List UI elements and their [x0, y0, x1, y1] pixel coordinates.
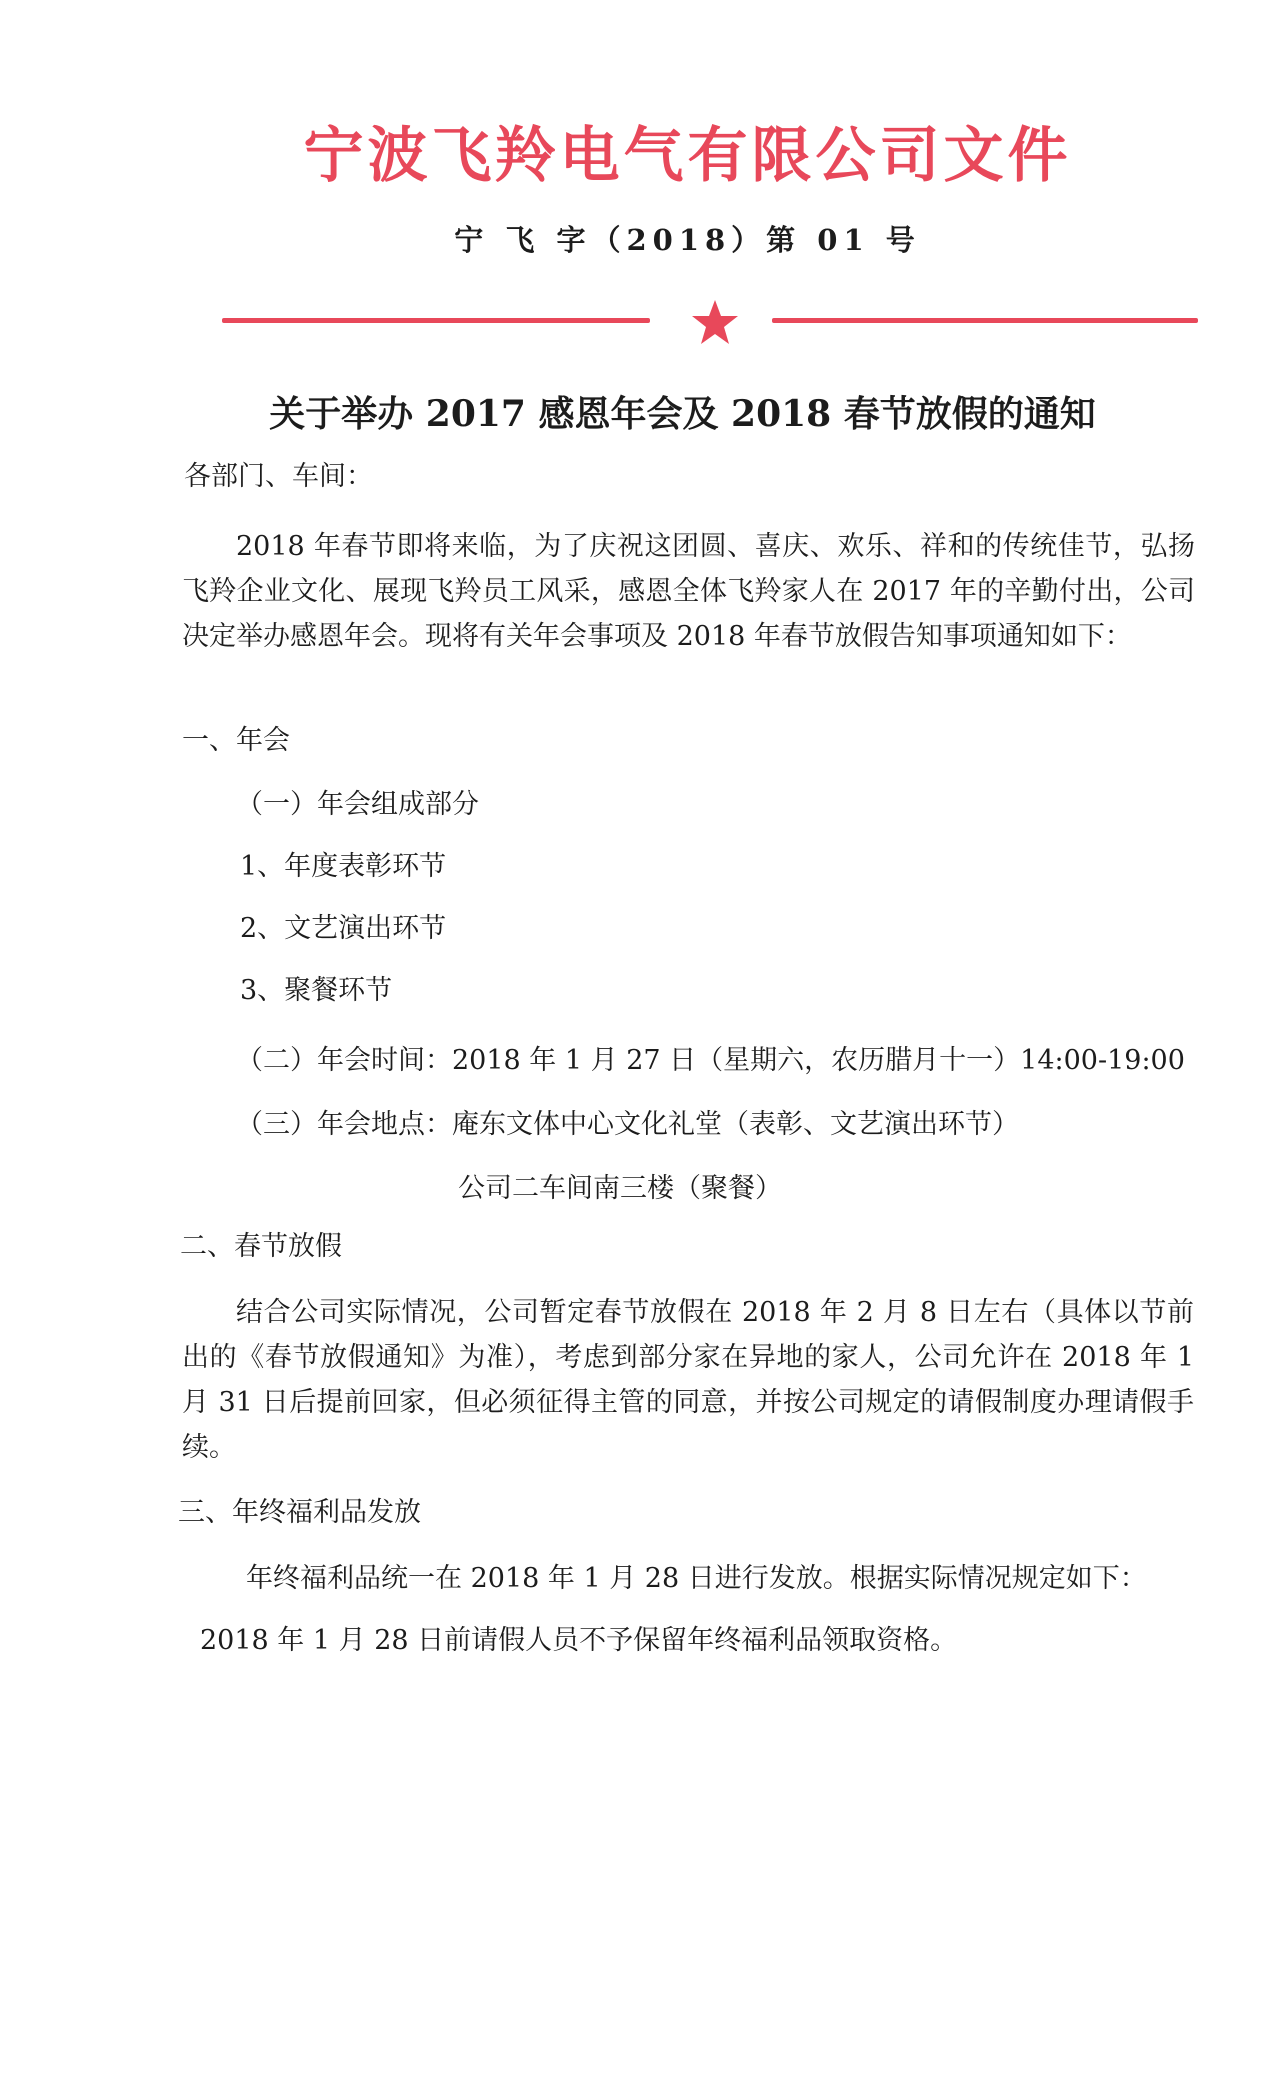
holiday-paragraph: 结合公司实际情况，公司暂定春节放假在 2018 年 2 月 8 日左右（具体以节前出的《春节放假通知》为准），考虑到部分家在异地的家人，公司允许在 2018 年 1 月 31 日后提前回家，但必须征得主管的同意，并按公司规定的请假制度办理请假手续。	[182, 1297, 1194, 1463]
org-masthead: 宁波飞羚电气有限公司文件	[303, 121, 1072, 191]
notice-title: 关于举办 2017 感恩年会及 2018 春节放假的通知	[269, 393, 1096, 435]
annual-meeting-venue: （三）年会地点：庵东文体中心文化礼堂（表彰、文艺演出环节）	[236, 1109, 1019, 1140]
annual-meeting-venue-dinner: 公司二车间南三楼（聚餐）	[458, 1173, 782, 1204]
intro-paragraph: 2018 年春节即将来临，为了庆祝这团圆、喜庆、欢乐、祥和的传统佳节，弘扬飞羚企业文化、展现飞羚员工风采，感恩全体飞羚家人在 2017 年的辛勤付出，公司决定举办感恩年会。现将有关年会事项及 2018 年春节放假告知事项通知如下：	[182, 531, 1195, 652]
section2-heading: 二、春节放假	[180, 1231, 342, 1262]
section3-heading: 三、年终福利品发放	[178, 1497, 421, 1528]
list-item: 3、聚餐环节	[240, 975, 393, 1006]
benefits-distribution-line: 年终福利品统一在 2018 年 1 月 28 日进行发放。根据实际情况规定如下：	[246, 1563, 1147, 1594]
salutation: 各部门、车间：	[184, 461, 373, 492]
section1-heading: 一、年会	[182, 725, 290, 756]
header-rule-left	[222, 318, 650, 323]
benefits-rule-line: 2018 年 1 月 28 日前请假人员不予保留年终福利品领取资格。	[200, 1625, 958, 1656]
header-rule-right	[772, 318, 1198, 323]
document-number: 宁 飞 字（2018）第 01 号	[454, 223, 921, 257]
list-item: 2、文艺演出环节	[240, 913, 447, 944]
list-item: 1、年度表彰环节	[240, 851, 447, 882]
section1-sub1-heading: （一）年会组成部分	[236, 789, 479, 820]
red-star-icon	[690, 298, 740, 346]
annual-meeting-time: （二）年会时间：2018 年 1 月 27 日（星期六，农历腊月十一）14:00-19:00	[236, 1045, 1185, 1076]
